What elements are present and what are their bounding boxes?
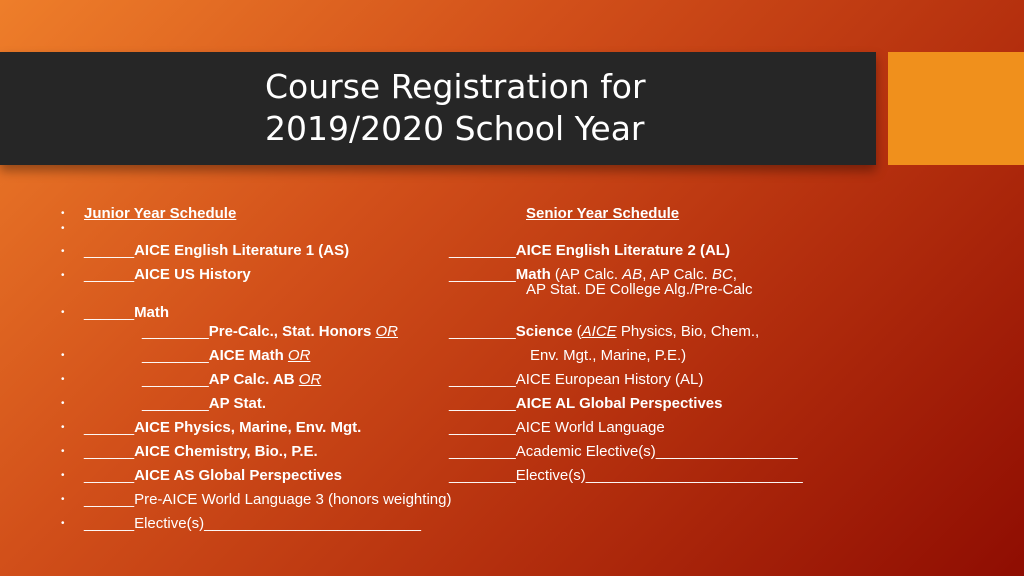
course-name: AICE US History: [134, 266, 251, 283]
bullet: •: [61, 223, 65, 234]
bullet: •: [61, 422, 65, 433]
blank-line: ________: [449, 443, 516, 460]
title-line-1: Course Registration for: [265, 67, 646, 106]
bullet: •: [61, 518, 65, 529]
blank-line: ______: [84, 304, 135, 321]
blank-line: ________: [142, 347, 209, 364]
junior-apcalc-row: [142, 371, 321, 389]
bullet: •: [61, 350, 65, 361]
science-options-text: Physics, Bio, Chem.,: [616, 323, 760, 340]
course-name: AICE Chemistry, Bio., P.E.: [134, 443, 318, 460]
blank-line: ________: [142, 395, 209, 412]
junior-english-row: [84, 242, 349, 260]
course-name: AICE European History (AL): [515, 371, 704, 388]
blank-line: ______: [84, 515, 135, 532]
junior-aicemath-row: [142, 347, 310, 365]
junior-global-row: [84, 467, 342, 485]
or-text: OR: [375, 323, 398, 340]
senior-language-row: [449, 419, 665, 437]
course-name: AP Stat.: [208, 395, 266, 412]
blank-line: ________: [449, 323, 516, 340]
senior-elective-row: [449, 467, 803, 485]
blank-line: ________: [142, 371, 209, 388]
course-name: AICE AS Global Perspectives: [134, 467, 342, 484]
science-options-text: (: [572, 323, 582, 340]
bullet: •: [61, 374, 65, 385]
course-name: AICE World Language: [515, 419, 665, 436]
junior-apstat-row: [142, 395, 266, 413]
course-name: Science: [515, 323, 573, 340]
senior-heading: Senior Year Schedule: [526, 205, 680, 222]
course-name: AP Calc. AB: [208, 371, 299, 388]
bullet: •: [61, 246, 65, 257]
junior-chemistry-row: [84, 443, 318, 461]
blank-line: ________: [142, 323, 209, 340]
junior-language-row: [84, 491, 451, 509]
bullet: •: [61, 208, 65, 219]
accent-square: [888, 52, 1024, 165]
course-name: Math: [134, 304, 170, 321]
course-name: Pre-Calc., Stat. Honors: [208, 323, 376, 340]
bullet: •: [61, 307, 65, 318]
blank-line: ______: [84, 467, 135, 484]
senior-academic-row: [449, 443, 798, 461]
blank-line: ________: [449, 266, 516, 283]
bullet: •: [61, 446, 65, 457]
blank-line: ________: [449, 467, 516, 484]
blank-line: ______: [84, 443, 135, 460]
course-name: AICE Physics, Marine, Env. Mgt.: [134, 419, 362, 436]
math-options-text: (AP Calc.: [550, 266, 623, 283]
senior-global-row: [449, 395, 723, 413]
course-name: Academic Elective(s)_________________: [515, 443, 798, 460]
senior-science-row: [449, 323, 759, 341]
title-bar: [0, 52, 876, 165]
junior-elective-row: [84, 515, 421, 533]
or-text: OR: [298, 371, 322, 388]
course-name: Elective(s)__________________________: [134, 515, 421, 532]
course-name: AICE AL Global Perspectives: [515, 395, 723, 412]
blank-line: ________: [449, 395, 516, 412]
or-text: OR: [287, 347, 311, 364]
course-name: AICE English Literature 2 (AL): [515, 242, 730, 259]
bullet: •: [61, 494, 65, 505]
junior-math-row: [84, 304, 169, 322]
blank-line: ______: [84, 242, 135, 259]
bullet: •: [61, 270, 65, 281]
course-name: Math: [515, 266, 551, 283]
junior-physics-row: [84, 419, 361, 437]
junior-precalc-row: [142, 323, 398, 341]
blank-line: ______: [84, 419, 135, 436]
math-option-ab: AB: [622, 266, 643, 283]
bullet: •: [61, 398, 65, 409]
course-name: Elective(s)__________________________: [515, 467, 803, 484]
blank-line: ________: [449, 242, 516, 259]
math-options-text: , AP Calc.: [642, 266, 712, 283]
junior-history-row: [84, 266, 251, 284]
senior-english-row: [449, 242, 730, 260]
bullet: •: [61, 470, 65, 481]
slide-title: [265, 66, 825, 150]
senior-science-continued: Env. Mgt., Marine, P.E.): [530, 347, 687, 364]
blank-line: ________: [449, 371, 516, 388]
math-option-bc: BC: [711, 266, 733, 283]
title-line-2: 2019/2020 School Year: [265, 109, 645, 148]
course-name: AICE English Literature 1 (AS): [134, 242, 350, 259]
senior-math-continued: AP Stat. DE College Alg./Pre-Calc: [526, 281, 753, 298]
course-name: AICE Math: [208, 347, 288, 364]
blank-line: ________: [449, 419, 516, 436]
math-options-text: ,: [732, 266, 737, 283]
junior-heading: Junior Year Schedule: [84, 205, 237, 222]
blank-line: ______: [84, 491, 135, 508]
senior-european-row: [449, 371, 703, 389]
science-aice-text: AICE: [581, 323, 617, 340]
blank-line: ______: [84, 266, 135, 283]
course-name: Pre-AICE World Language 3 (honors weighting): [134, 491, 452, 508]
